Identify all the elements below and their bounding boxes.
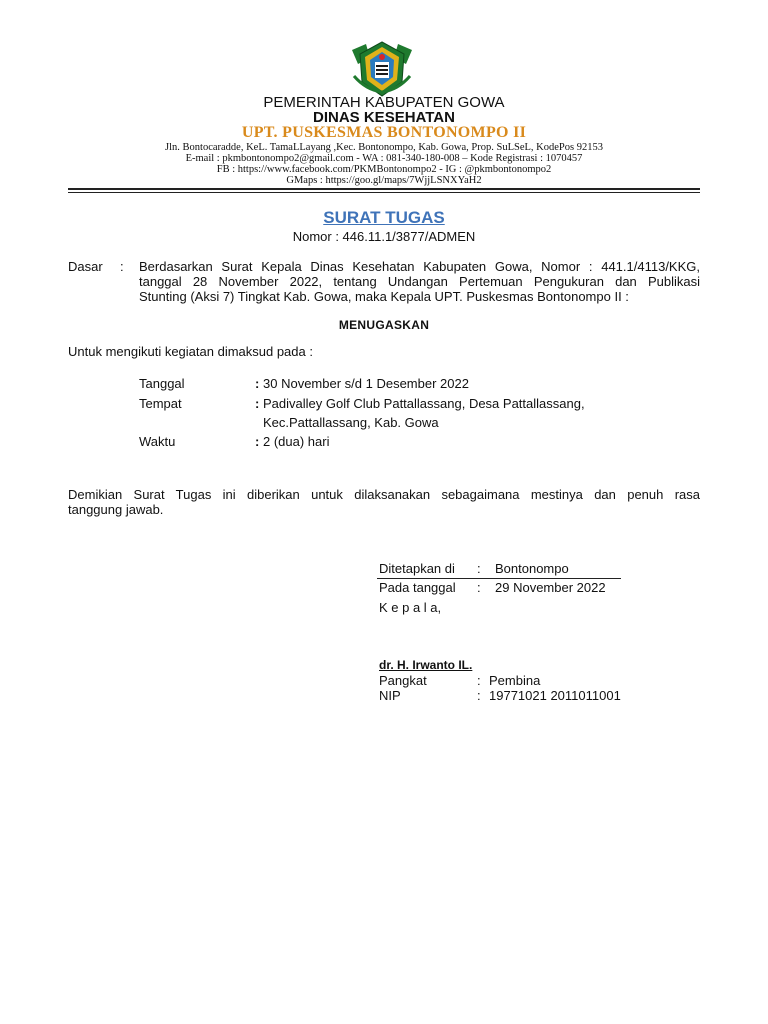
nip-label: NIP	[379, 688, 401, 703]
rank-value: Pembina	[489, 673, 541, 688]
signature-place-colon: :	[477, 561, 481, 576]
time-value: 2 (dua) hari	[263, 434, 330, 449]
intro-text: Untuk mengikuti kegiatan dimaksud pada :	[68, 344, 313, 359]
header-divider-thin	[68, 192, 700, 193]
header-social: FB : https://www.facebook.com/PKMBontonompo2 - IG : @pkmbontonompo2	[216, 164, 552, 175]
place-value-2: Kec.Pattallassang, Kab. Gowa	[263, 415, 439, 430]
time-label: Waktu	[139, 434, 176, 449]
basis-line-2: tanggal 28 November 2022, tentang Undangan Pertemuan Pengukuran dan Publikasi	[139, 274, 700, 289]
signature-divider	[377, 578, 621, 579]
rank-colon: :	[477, 673, 481, 688]
assign-heading: MENUGASKAN	[338, 318, 430, 332]
basis-label: Dasar	[68, 259, 103, 274]
place-value-1: Padivalley Golf Club Pattallassang, Desa Pattallassang,	[263, 396, 585, 411]
nip-colon: :	[477, 688, 481, 703]
header-government: PEMERINTAH KABUPATEN GOWA	[263, 94, 505, 111]
basis-line-1: Berdasarkan Surat Kepala Dinas Kesehatan Kabupaten Gowa, Nomor : 441.1/4113/KKG,	[139, 259, 700, 274]
header-address: Jln. Bontocaradde, KeL. TamaLLayang ,Kec. Bontonompo, Kab. Gowa, Prop. SuLSeL, KodePos 92153	[165, 142, 603, 153]
signature-date-colon: :	[477, 580, 481, 595]
document-title: SURAT TUGAS	[323, 208, 445, 227]
document-number: Nomor : 446.11.1/3877/ADMEN	[292, 229, 476, 244]
basis-line-3: Stunting (Aksi 7) Tingkat Kab. Gowa, maka Kepala UPT. Puskesmas Bontonompo II :	[139, 289, 629, 304]
header-contact: E-mail : pkmbontonompo2@gmail.com - WA : 081-340-180-008 – Kode Registrasi : 1070457	[185, 153, 583, 164]
signature-place-label: Ditetapkan di	[379, 561, 455, 576]
signature-date-label: Pada tanggal	[379, 580, 456, 595]
signature-date-value: 29 November 2022	[495, 580, 606, 595]
header-divider-thick	[68, 188, 700, 190]
header-maps: GMaps : https://goo.gl/maps/7WjjLSNXYaH2	[286, 175, 482, 186]
rank-label: Pangkat	[379, 673, 427, 688]
date-label: Tanggal	[139, 376, 185, 391]
header-department: DINAS KESEHATAN	[313, 109, 455, 126]
signature-position: K e p a l a,	[379, 600, 442, 615]
header-institution: UPT. PUSKESMAS BONTONOMPO II	[241, 124, 527, 141]
signature-place-value: Bontonompo	[495, 561, 569, 576]
time-colon: :	[255, 434, 260, 449]
date-value: 30 November s/d 1 Desember 2022	[263, 376, 469, 391]
government-logo	[346, 40, 418, 98]
place-colon: :	[255, 396, 260, 411]
basis-colon: :	[120, 259, 124, 274]
closing-line-1: Demikian Surat Tugas ini diberikan untuk dilaksanakan sebagaimana mestinya dan penuh rasa	[68, 487, 700, 502]
nip-value: 19771021 2011011001	[489, 688, 621, 703]
closing-line-2: tanggung jawab.	[68, 502, 164, 517]
signatory-name: dr. H. Irwanto IL.	[379, 658, 473, 672]
place-label: Tempat	[139, 396, 182, 411]
date-colon: :	[255, 376, 260, 391]
